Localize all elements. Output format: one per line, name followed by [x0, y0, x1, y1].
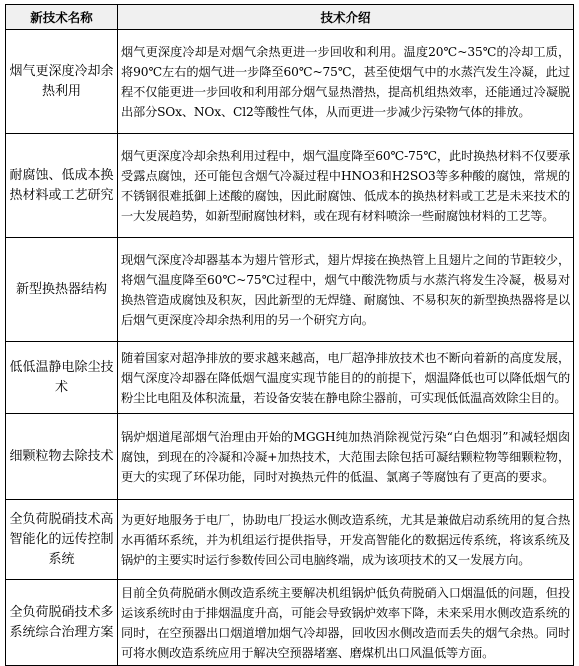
- table-row: [6, 580, 574, 666]
- tech-desc-cell: 为更好地服务于电厂，协助电厂投运水侧改造系统，尤其是兼做启动系统用的复合热水再循环系统，并为机组运行提供指导，开发高智能化的数据远传系统，将该系统及锅炉的主要实时运行参数传回公司电脑终端，成为该项技术的又一发展方向。: [118, 500, 574, 580]
- table-row: [6, 238, 574, 342]
- table-row: [6, 134, 574, 238]
- tech-desc-cell: 现烟气深度冷却器基本为翅片管形式，翅片焊接在换热管上且翅片之间的节距较少，将烟气温度降至60℃~75℃过程中，烟气中酸洗物质与水蒸汽将发生冷凝，极易对换热管造成腐蚀及积灰，因此新型的无焊缝、耐腐蚀、不易积灰的新型换热器将是以后烟气更深度冷却余热利用的另一个研究方向。: [118, 238, 574, 342]
- tech-desc-cell: 目前全负荷脱硝水侧改造系统主要解决机组锅炉低负荷脱硝入口烟温低的问题，但投运该系统时由于排烟温度升高，可能会导致锅炉效率下降，未来采用水侧改造系统的同时，在空预器出口烟道增加烟气冷却器，回收因水侧改造而丢失的烟气余热。同时可将水侧改造系统应用于解决空预器堵塞、磨煤机出口风温低等方面。: [118, 580, 574, 666]
- tech-name-cell: 全负荷脱硝技术高智能化的远传控制系统: [6, 500, 118, 580]
- header-tech-intro: 技术介绍: [118, 5, 574, 30]
- table-row: [6, 342, 574, 414]
- tech-name-cell: 烟气更深度冷却余热利用: [6, 30, 118, 134]
- tech-desc-cell: 随着国家对超净排放的要求越来越高，电厂超净排放技术也不断向着新的高度发展，烟气深度冷却器在降低烟气温度实现节能目的的前提下，烟温降低也可以降低烟气的粉尘比电阻及体积流量，若设备安装在静电除尘器前，可实现低低温高效除尘目的。: [118, 342, 574, 414]
- table-row: [6, 500, 574, 580]
- tech-desc-cell: 烟气更深度冷却是对烟气余热更进一步回收和利用。温度20℃~35℃的冷却工质，将90℃左右的烟气进一步降至60℃~75℃，甚至使烟气中的水蒸汽发生冷凝，此过程不仅能更进一步回收和利用部分烟气显热潜热，提高机组热效率，还能通过冷凝脱出部分SOx、NOx、Cl2等酸性气体，从而更进一步减少污染物气体的排放。: [118, 30, 574, 134]
- table-row: [6, 30, 574, 134]
- tech-desc-cell: 烟气更深度冷却余热利用过程中，烟气温度降至60℃-75℃，此时换热材料不仅要承受露点腐蚀，还可能包含烟气冷凝过程中HNO3和H2SO3等多种酸的腐蚀，常规的不锈钢很难抵御上述酸的腐蚀，因此耐腐蚀、低成本的换热材料或工艺是未来技术的一大发展趋势，如新型耐腐蚀材料，或在现有材料喷涂一些耐腐蚀材料的工艺等。: [118, 134, 574, 238]
- table-row: [6, 414, 574, 500]
- table-header-row: [6, 5, 574, 30]
- technology-table: [5, 4, 574, 666]
- tech-name-cell: 低低温静电除尘技术: [6, 342, 118, 414]
- tech-name-cell: 耐腐蚀、低成本换热材料或工艺研究: [6, 134, 118, 238]
- tech-desc-cell: 锅炉烟道尾部烟气治理由开始的MGGH纯加热消除视觉污染“白色烟羽”和减轻烟囱腐蚀，到现在的冷凝和冷凝+加热技术，大范围去除包括可凝结颗粒物等细颗粒物，更大的实现了环保功能，同时对换热元件的低温、氯离子等腐蚀有了更高的要求。: [118, 414, 574, 500]
- tech-name-cell: 全负荷脱硝技术多系统综合治理方案: [6, 580, 118, 666]
- tech-name-cell: 新型换热器结构: [6, 238, 118, 342]
- header-tech-name: 新技术名称: [6, 5, 118, 30]
- tech-name-cell: 细颗粒物去除技术: [6, 414, 118, 500]
